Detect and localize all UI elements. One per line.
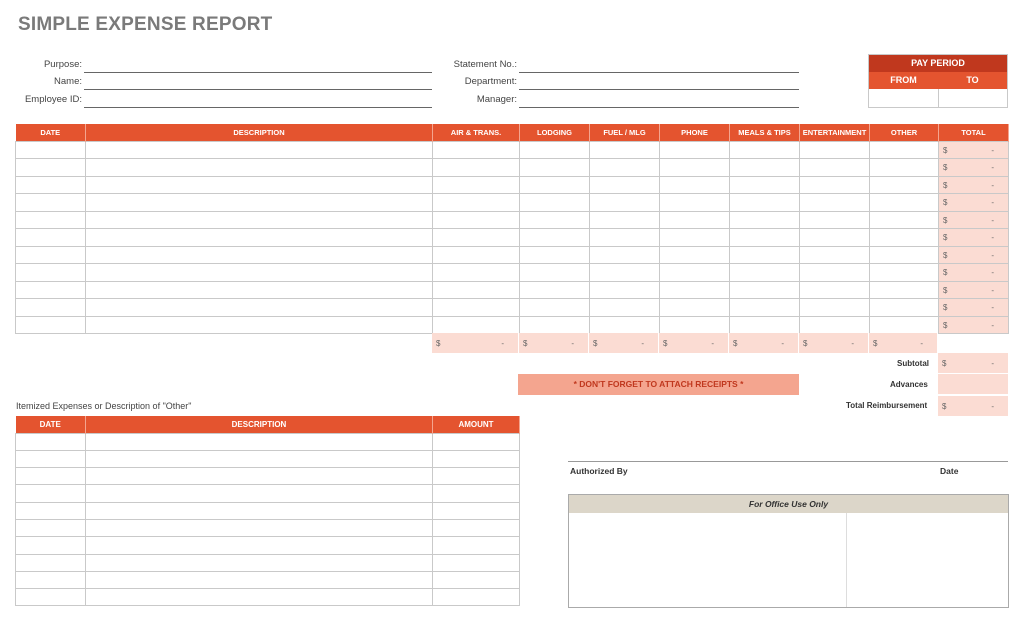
- row-total-cell: $ -: [939, 211, 1009, 229]
- expense-cell[interactable]: [86, 229, 433, 247]
- expense-cell[interactable]: [590, 194, 660, 212]
- expense-cell[interactable]: [590, 246, 660, 264]
- expense-cell[interactable]: [870, 176, 939, 194]
- expense-header-other: OTHER: [870, 124, 939, 141]
- expense-cell[interactable]: [86, 159, 433, 177]
- itemized-cell[interactable]: [433, 450, 520, 467]
- date-label: Date: [940, 466, 959, 476]
- expense-cell[interactable]: [870, 299, 939, 317]
- expense-cell[interactable]: [590, 316, 660, 334]
- itemized-cell[interactable]: [86, 571, 433, 588]
- expense-cell[interactable]: [433, 281, 520, 299]
- expense-cell[interactable]: [520, 194, 590, 212]
- expense-row: [16, 194, 1009, 212]
- expense-cell[interactable]: [86, 141, 433, 159]
- expense-cell[interactable]: [870, 281, 939, 299]
- itemized-cell[interactable]: [16, 554, 86, 571]
- expense-cell[interactable]: [590, 159, 660, 177]
- expense-cell[interactable]: [660, 141, 730, 159]
- row-total-cell: $ -: [939, 264, 1009, 282]
- expense-cell[interactable]: [433, 229, 520, 247]
- row-total-cell: $ -: [939, 229, 1009, 247]
- itemized-header-amount: AMOUNT: [433, 416, 520, 433]
- department-label: Department:: [464, 76, 517, 87]
- expense-header-lodging: LODGING: [520, 124, 590, 141]
- itemized-row: [16, 450, 520, 467]
- expense-cell[interactable]: [86, 299, 433, 317]
- expense-cell[interactable]: [520, 264, 590, 282]
- pay-period-from-label: FROM: [890, 75, 917, 85]
- expense-cell[interactable]: [800, 246, 870, 264]
- expense-cell[interactable]: [16, 246, 86, 264]
- column-subtotal-cell: $ -: [519, 333, 589, 353]
- expense-row: [16, 176, 1009, 194]
- row-total-cell: $ -: [939, 141, 1009, 159]
- expense-header-phone: PHONE: [660, 124, 730, 141]
- expense-cell[interactable]: [520, 316, 590, 334]
- expense-cell[interactable]: [86, 264, 433, 282]
- expense-row: [16, 316, 1009, 334]
- expense-cell[interactable]: [660, 229, 730, 247]
- itemized-cell[interactable]: [16, 571, 86, 588]
- itemized-cell[interactable]: [86, 519, 433, 536]
- expense-cell[interactable]: [660, 176, 730, 194]
- subtotal-value: $ -: [938, 353, 1008, 373]
- expense-cell[interactable]: [433, 194, 520, 212]
- itemized-cell[interactable]: [16, 589, 86, 606]
- column-subtotal-cell: $ -: [799, 333, 869, 353]
- authorized-by-label: Authorized By: [570, 466, 628, 476]
- itemized-cell[interactable]: [86, 554, 433, 571]
- itemized-cell[interactable]: [433, 571, 520, 588]
- pay-period-to-input[interactable]: [939, 89, 1008, 107]
- expense-cell[interactable]: [870, 159, 939, 177]
- expense-cell[interactable]: [520, 159, 590, 177]
- pay-period-box: [868, 54, 1008, 108]
- expense-cell[interactable]: [870, 316, 939, 334]
- expense-header-fuel-mlg: FUEL / MLG: [590, 124, 660, 141]
- expense-cell[interactable]: [660, 194, 730, 212]
- expense-cell[interactable]: [660, 316, 730, 334]
- expense-cell[interactable]: [16, 281, 86, 299]
- expense-row: [16, 229, 1009, 247]
- expense-cell[interactable]: [590, 229, 660, 247]
- total-reimbursement-value: $ -: [938, 396, 1008, 416]
- expense-cell[interactable]: [730, 316, 800, 334]
- itemized-cell[interactable]: [86, 433, 433, 450]
- expense-cell[interactable]: [730, 194, 800, 212]
- expense-row: [16, 281, 1009, 299]
- expense-row: [16, 211, 1009, 229]
- expense-cell[interactable]: [590, 211, 660, 229]
- subtotal-label: Subtotal: [897, 359, 929, 368]
- row-total-cell: $ -: [939, 299, 1009, 317]
- itemized-cell[interactable]: [433, 502, 520, 519]
- expense-cell[interactable]: [520, 246, 590, 264]
- expense-cell[interactable]: [433, 159, 520, 177]
- expense-cell[interactable]: [433, 299, 520, 317]
- expense-cell[interactable]: [730, 264, 800, 282]
- expense-cell[interactable]: [730, 159, 800, 177]
- expense-cell[interactable]: [870, 194, 939, 212]
- row-total-cell: $ -: [939, 281, 1009, 299]
- column-subtotal-cell: $ -: [659, 333, 729, 353]
- expense-cell[interactable]: [433, 264, 520, 282]
- itemized-cell[interactable]: [433, 589, 520, 606]
- expense-cell[interactable]: [16, 316, 86, 334]
- advances-value[interactable]: [938, 374, 1008, 394]
- expense-cell[interactable]: [520, 229, 590, 247]
- expense-row: [16, 264, 1009, 282]
- expense-cell[interactable]: [433, 211, 520, 229]
- itemized-cell[interactable]: [86, 537, 433, 554]
- expense-row: [16, 299, 1009, 317]
- itemized-row: [16, 468, 520, 485]
- itemized-cell[interactable]: [86, 502, 433, 519]
- itemized-header-date: DATE: [16, 416, 86, 433]
- column-subtotals: [432, 333, 938, 353]
- expense-cell[interactable]: [520, 281, 590, 299]
- column-subtotal-cell: $ -: [589, 333, 659, 353]
- expense-cell[interactable]: [870, 141, 939, 159]
- expense-cell[interactable]: [590, 299, 660, 317]
- itemized-row: [16, 537, 520, 554]
- expense-header-entertainment: ENTERTAINMENT: [800, 124, 870, 141]
- expense-cell[interactable]: [16, 194, 86, 212]
- expense-cell[interactable]: [433, 316, 520, 334]
- itemized-cell[interactable]: [16, 433, 86, 450]
- attach-receipts-note: * DON'T FORGET TO ATTACH RECEIPTS *: [518, 374, 799, 395]
- expense-cell[interactable]: [520, 176, 590, 194]
- expense-cell[interactable]: [660, 299, 730, 317]
- expense-cell[interactable]: [660, 159, 730, 177]
- expense-cell[interactable]: [86, 194, 433, 212]
- expense-cell[interactable]: [86, 246, 433, 264]
- expense-row: [16, 141, 1009, 159]
- column-subtotal-cell: $ -: [729, 333, 799, 353]
- itemized-header-description: DESCRIPTION: [86, 416, 433, 433]
- itemized-row: [16, 485, 520, 502]
- itemized-cell[interactable]: [86, 468, 433, 485]
- itemized-cell[interactable]: [16, 450, 86, 467]
- expense-cell[interactable]: [660, 264, 730, 282]
- expense-row: [16, 246, 1009, 264]
- office-use-title: For Office Use Only: [569, 495, 1008, 513]
- column-subtotal-cell: $ -: [869, 333, 938, 353]
- expense-cell[interactable]: [730, 141, 800, 159]
- purpose-label: Purpose:: [43, 59, 82, 70]
- expense-cell[interactable]: [590, 176, 660, 194]
- row-total-cell: $ -: [939, 176, 1009, 194]
- itemized-row: [16, 589, 520, 606]
- expense-cell[interactable]: [800, 211, 870, 229]
- itemized-cell[interactable]: [86, 589, 433, 606]
- expense-cell[interactable]: [800, 194, 870, 212]
- expense-cell[interactable]: [730, 211, 800, 229]
- expense-cell[interactable]: [16, 299, 86, 317]
- itemized-cell[interactable]: [16, 519, 86, 536]
- expense-cell[interactable]: [870, 229, 939, 247]
- expense-cell[interactable]: [660, 246, 730, 264]
- expense-cell[interactable]: [800, 141, 870, 159]
- expense-cell[interactable]: [730, 281, 800, 299]
- expense-cell[interactable]: [800, 159, 870, 177]
- expense-cell[interactable]: [800, 316, 870, 334]
- expense-cell[interactable]: [520, 299, 590, 317]
- authorization-line[interactable]: [568, 461, 1008, 476]
- itemized-cell[interactable]: [16, 468, 86, 485]
- name-label: Name:: [54, 76, 82, 87]
- report-title: SIMPLE EXPENSE REPORT: [18, 14, 273, 35]
- expense-header-air-trans: AIR & TRANS.: [433, 124, 520, 141]
- itemized-title: Itemized Expenses or Description of "Other": [16, 401, 192, 411]
- expense-cell[interactable]: [520, 211, 590, 229]
- total-reimbursement-label: Total Reimbursement: [846, 401, 928, 410]
- itemized-row: [16, 433, 520, 450]
- expense-cell[interactable]: [86, 316, 433, 334]
- expense-cell[interactable]: [16, 176, 86, 194]
- expense-cell[interactable]: [870, 246, 939, 264]
- itemized-cell[interactable]: [433, 485, 520, 502]
- expense-cell[interactable]: [86, 211, 433, 229]
- pay-period-from-input[interactable]: [869, 89, 939, 107]
- expense-cell[interactable]: [660, 281, 730, 299]
- itemized-cell[interactable]: [433, 433, 520, 450]
- expense-cell[interactable]: [16, 159, 86, 177]
- office-use-box: [568, 494, 1009, 608]
- expense-cell[interactable]: [590, 264, 660, 282]
- expense-cell[interactable]: [433, 141, 520, 159]
- expense-cell[interactable]: [730, 246, 800, 264]
- expense-cell[interactable]: [660, 211, 730, 229]
- expense-cell[interactable]: [16, 211, 86, 229]
- expense-cell[interactable]: [16, 141, 86, 159]
- itemized-cell[interactable]: [16, 537, 86, 554]
- expense-cell[interactable]: [800, 299, 870, 317]
- expense-cell[interactable]: [800, 176, 870, 194]
- expense-cell[interactable]: [433, 176, 520, 194]
- itemized-cell[interactable]: [433, 554, 520, 571]
- itemized-cell[interactable]: [86, 485, 433, 502]
- expense-cell[interactable]: [800, 264, 870, 282]
- itemized-cell[interactable]: [86, 450, 433, 467]
- itemized-cell[interactable]: [16, 485, 86, 502]
- expense-cell[interactable]: [870, 264, 939, 282]
- expense-cell[interactable]: [86, 176, 433, 194]
- itemized-cell[interactable]: [433, 468, 520, 485]
- expense-cell[interactable]: [730, 229, 800, 247]
- expense-cell[interactable]: [433, 246, 520, 264]
- expense-header-date: DATE: [16, 124, 86, 141]
- expense-cell[interactable]: [730, 299, 800, 317]
- row-total-cell: $ -: [939, 316, 1009, 334]
- itemized-row: [16, 571, 520, 588]
- expense-cell[interactable]: [86, 281, 433, 299]
- expense-cell[interactable]: [16, 264, 86, 282]
- row-total-cell: $ -: [939, 194, 1009, 212]
- itemized-table: [15, 416, 520, 606]
- expense-cell[interactable]: [730, 176, 800, 194]
- itemized-row: [16, 502, 520, 519]
- expense-header-description: DESCRIPTION: [86, 124, 433, 141]
- expense-cell[interactable]: [16, 229, 86, 247]
- expense-cell[interactable]: [870, 211, 939, 229]
- advances-label: Advances: [890, 380, 928, 389]
- expense-cell[interactable]: [590, 281, 660, 299]
- expense-cell[interactable]: [590, 141, 660, 159]
- expense-cell[interactable]: [520, 141, 590, 159]
- expense-header-meals-tips: MEALS & TIPS: [730, 124, 800, 141]
- expense-cell[interactable]: [800, 229, 870, 247]
- expense-row: [16, 159, 1009, 177]
- manager-label: Manager:: [476, 94, 517, 105]
- expense-header-total: TOTAL: [939, 124, 1009, 141]
- column-subtotal-cell: $ -: [432, 333, 519, 353]
- itemized-cell[interactable]: [433, 537, 520, 554]
- statement-no-label: Statement No.:: [453, 59, 517, 70]
- itemized-cell[interactable]: [433, 519, 520, 536]
- itemized-row: [16, 519, 520, 536]
- pay-period-to-label: TO: [966, 75, 979, 85]
- employee-id-label: Employee ID:: [24, 94, 82, 105]
- pay-period-title: PAY PERIOD: [869, 55, 1007, 72]
- itemized-row: [16, 554, 520, 571]
- expense-cell[interactable]: [800, 281, 870, 299]
- row-total-cell: $ -: [939, 246, 1009, 264]
- expense-table: [15, 124, 1009, 334]
- itemized-cell[interactable]: [16, 502, 86, 519]
- row-total-cell: $ -: [939, 159, 1009, 177]
